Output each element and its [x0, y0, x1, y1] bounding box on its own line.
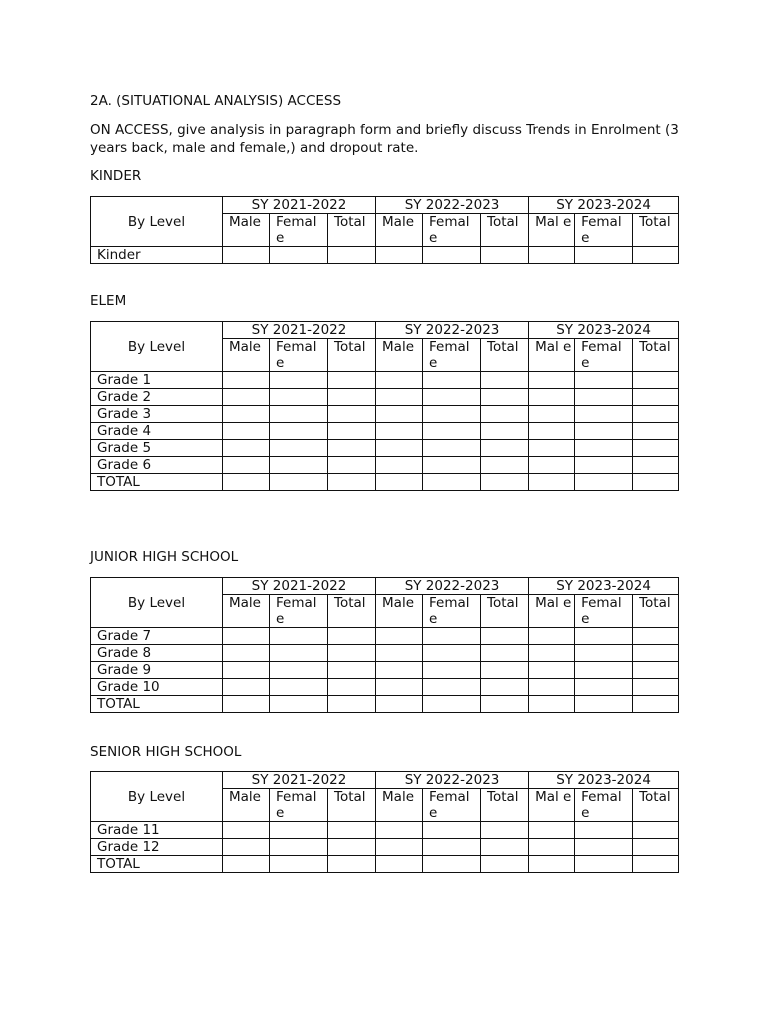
- data-cell: [328, 247, 376, 264]
- data-cell: [481, 474, 529, 491]
- data-cell: [223, 628, 270, 645]
- data-cell: [633, 856, 679, 873]
- data-cell: [529, 474, 575, 491]
- data-cell: [376, 440, 423, 457]
- data-cell: [223, 696, 270, 713]
- data-cell: [328, 628, 376, 645]
- data-cell: [575, 645, 633, 662]
- sub-column-header: Femal e: [423, 214, 481, 247]
- data-cell: [328, 662, 376, 679]
- school-year-header: SY 2021-2022: [223, 197, 376, 214]
- data-cell: [270, 474, 328, 491]
- school-year-header: SY 2022-2023: [376, 197, 529, 214]
- sub-column-header: Male: [223, 789, 270, 822]
- data-cell: [270, 457, 328, 474]
- data-cell: [633, 372, 679, 389]
- data-cell: [423, 389, 481, 406]
- data-cell: [328, 457, 376, 474]
- data-cell: [529, 406, 575, 423]
- data-cell: [376, 372, 423, 389]
- data-cell: [328, 679, 376, 696]
- row-label: Grade 10: [91, 679, 223, 696]
- data-cell: [328, 440, 376, 457]
- data-cell: [529, 440, 575, 457]
- by-level-header: By Level: [91, 578, 223, 628]
- data-cell: [575, 679, 633, 696]
- sub-column-header: Femal e: [270, 789, 328, 822]
- sub-column-header: Femal e: [423, 595, 481, 628]
- data-cell: [529, 839, 575, 856]
- data-cell: [575, 423, 633, 440]
- sub-column-header: Male: [376, 214, 423, 247]
- data-cell: [223, 839, 270, 856]
- data-cell: [423, 247, 481, 264]
- data-cell: [575, 856, 633, 873]
- table-row: [91, 247, 679, 264]
- school-year-header: SY 2021-2022: [223, 578, 376, 595]
- sub-column-header: Male: [223, 339, 270, 372]
- document-heading: 2A. (SITUATIONAL ANALYSIS) ACCESS: [90, 93, 342, 109]
- sub-column-header: Total: [633, 595, 679, 628]
- sub-column-header: Male: [376, 595, 423, 628]
- sub-column-header: Mal e: [529, 595, 575, 628]
- row-label: Grade 3: [91, 406, 223, 423]
- row-label: TOTAL: [91, 696, 223, 713]
- data-cell: [223, 679, 270, 696]
- data-cell: [575, 662, 633, 679]
- data-cell: [633, 474, 679, 491]
- data-cell: [529, 372, 575, 389]
- sub-column-header: Total: [481, 789, 529, 822]
- data-cell: [223, 247, 270, 264]
- table-row: [91, 406, 679, 423]
- data-cell: [575, 372, 633, 389]
- school-year-header: SY 2023-2024: [529, 772, 679, 789]
- data-cell: [633, 662, 679, 679]
- data-cell: [270, 247, 328, 264]
- row-label: Grade 8: [91, 645, 223, 662]
- data-cell: [328, 822, 376, 839]
- section-title: KINDER: [90, 168, 142, 184]
- sub-column-header: Mal e: [529, 789, 575, 822]
- instruction-paragraph: ON ACCESS, give analysis in paragraph form and briefly discuss Trends in Enrolment (3 years back, male and female,) and dropout rate.: [90, 122, 679, 156]
- data-cell: [529, 645, 575, 662]
- enrolment-table: [90, 577, 679, 713]
- data-cell: [481, 440, 529, 457]
- table-row: [91, 628, 679, 645]
- data-cell: [328, 474, 376, 491]
- data-cell: [376, 423, 423, 440]
- data-cell: [223, 440, 270, 457]
- enrolment-table: [90, 321, 679, 491]
- data-cell: [328, 696, 376, 713]
- data-cell: [376, 457, 423, 474]
- school-year-header: SY 2023-2024: [529, 322, 679, 339]
- table-row: [91, 474, 679, 491]
- sub-column-header: Total: [328, 339, 376, 372]
- data-cell: [423, 372, 481, 389]
- by-level-header: By Level: [91, 772, 223, 822]
- data-cell: [223, 423, 270, 440]
- data-cell: [423, 856, 481, 873]
- data-cell: [270, 662, 328, 679]
- data-cell: [223, 406, 270, 423]
- data-cell: [376, 645, 423, 662]
- data-cell: [423, 679, 481, 696]
- data-cell: [270, 679, 328, 696]
- data-cell: [328, 406, 376, 423]
- data-cell: [223, 457, 270, 474]
- data-cell: [481, 822, 529, 839]
- table-row: [91, 822, 679, 839]
- table-row: [91, 645, 679, 662]
- school-year-header: SY 2021-2022: [223, 772, 376, 789]
- school-year-header: SY 2022-2023: [376, 322, 529, 339]
- table-row: [91, 696, 679, 713]
- data-cell: [423, 662, 481, 679]
- data-cell: [270, 372, 328, 389]
- sub-column-header: Total: [328, 214, 376, 247]
- data-cell: [633, 822, 679, 839]
- data-cell: [328, 372, 376, 389]
- data-cell: [481, 423, 529, 440]
- data-cell: [376, 662, 423, 679]
- data-cell: [270, 839, 328, 856]
- table-row: [91, 839, 679, 856]
- data-cell: [633, 645, 679, 662]
- data-cell: [376, 822, 423, 839]
- data-cell: [423, 696, 481, 713]
- data-cell: [270, 628, 328, 645]
- table-row: [91, 389, 679, 406]
- sub-column-header: Total: [328, 595, 376, 628]
- data-cell: [529, 822, 575, 839]
- data-cell: [529, 457, 575, 474]
- data-cell: [223, 372, 270, 389]
- school-year-header: SY 2021-2022: [223, 322, 376, 339]
- data-cell: [481, 247, 529, 264]
- table-row: [91, 457, 679, 474]
- data-cell: [529, 696, 575, 713]
- data-cell: [270, 856, 328, 873]
- data-cell: [270, 406, 328, 423]
- table-row: [91, 423, 679, 440]
- sub-column-header: Femal e: [423, 789, 481, 822]
- sub-column-header: Femal e: [575, 595, 633, 628]
- data-cell: [423, 839, 481, 856]
- data-cell: [270, 423, 328, 440]
- sub-column-header: Mal e: [529, 339, 575, 372]
- table-row: [91, 856, 679, 873]
- school-year-header: SY 2023-2024: [529, 578, 679, 595]
- by-level-header: By Level: [91, 322, 223, 372]
- data-cell: [481, 372, 529, 389]
- sub-column-header: Total: [481, 339, 529, 372]
- data-cell: [633, 457, 679, 474]
- data-cell: [223, 474, 270, 491]
- section-title: ELEM: [90, 293, 127, 309]
- data-cell: [481, 839, 529, 856]
- data-cell: [575, 406, 633, 423]
- row-label: Grade 6: [91, 457, 223, 474]
- by-level-header: By Level: [91, 197, 223, 247]
- data-cell: [423, 474, 481, 491]
- data-cell: [270, 389, 328, 406]
- data-cell: [481, 645, 529, 662]
- data-cell: [423, 628, 481, 645]
- data-cell: [270, 696, 328, 713]
- data-cell: [423, 406, 481, 423]
- sub-column-header: Femal e: [575, 339, 633, 372]
- data-cell: [223, 645, 270, 662]
- sub-column-header: Total: [481, 595, 529, 628]
- data-cell: [270, 440, 328, 457]
- row-label: Grade 1: [91, 372, 223, 389]
- table-row: [91, 662, 679, 679]
- data-cell: [575, 628, 633, 645]
- data-cell: [633, 696, 679, 713]
- data-cell: [529, 389, 575, 406]
- data-cell: [633, 406, 679, 423]
- data-cell: [481, 856, 529, 873]
- row-label: Kinder: [91, 247, 223, 264]
- section-title: JUNIOR HIGH SCHOOL: [90, 549, 239, 565]
- school-year-header: SY 2022-2023: [376, 772, 529, 789]
- data-cell: [633, 247, 679, 264]
- section-title: SENIOR HIGH SCHOOL: [90, 744, 242, 760]
- table-row: [91, 372, 679, 389]
- data-cell: [529, 247, 575, 264]
- sub-column-header: Total: [633, 339, 679, 372]
- data-cell: [529, 662, 575, 679]
- school-year-header: SY 2023-2024: [529, 197, 679, 214]
- data-cell: [633, 628, 679, 645]
- sub-column-header: Male: [223, 214, 270, 247]
- table-row: [91, 440, 679, 457]
- data-cell: [481, 406, 529, 423]
- school-year-header: SY 2022-2023: [376, 578, 529, 595]
- data-cell: [575, 247, 633, 264]
- data-cell: [633, 423, 679, 440]
- data-cell: [481, 389, 529, 406]
- row-label: Grade 11: [91, 822, 223, 839]
- data-cell: [423, 645, 481, 662]
- data-cell: [376, 628, 423, 645]
- sub-column-header: Total: [481, 214, 529, 247]
- sub-column-header: Femal e: [270, 595, 328, 628]
- sub-column-header: Mal e: [529, 214, 575, 247]
- data-cell: [633, 839, 679, 856]
- sub-column-header: Femal e: [575, 789, 633, 822]
- data-cell: [223, 662, 270, 679]
- data-cell: [223, 389, 270, 406]
- row-label: Grade 7: [91, 628, 223, 645]
- row-label: Grade 9: [91, 662, 223, 679]
- data-cell: [376, 839, 423, 856]
- data-cell: [575, 839, 633, 856]
- row-label: Grade 5: [91, 440, 223, 457]
- data-cell: [376, 474, 423, 491]
- data-cell: [376, 679, 423, 696]
- data-cell: [223, 856, 270, 873]
- data-cell: [376, 406, 423, 423]
- data-cell: [328, 389, 376, 406]
- data-cell: [423, 440, 481, 457]
- data-cell: [270, 822, 328, 839]
- data-cell: [575, 440, 633, 457]
- sub-column-header: Femal e: [423, 339, 481, 372]
- data-cell: [575, 822, 633, 839]
- sub-column-header: Total: [633, 214, 679, 247]
- data-cell: [575, 474, 633, 491]
- data-cell: [481, 679, 529, 696]
- data-cell: [575, 389, 633, 406]
- row-label: TOTAL: [91, 856, 223, 873]
- data-cell: [633, 440, 679, 457]
- sub-column-header: Femal e: [575, 214, 633, 247]
- data-cell: [376, 389, 423, 406]
- data-cell: [423, 822, 481, 839]
- row-label: Grade 4: [91, 423, 223, 440]
- sub-column-header: Male: [223, 595, 270, 628]
- data-cell: [481, 662, 529, 679]
- data-cell: [529, 423, 575, 440]
- data-cell: [376, 696, 423, 713]
- sub-column-header: Femal e: [270, 339, 328, 372]
- data-cell: [223, 822, 270, 839]
- data-cell: [423, 457, 481, 474]
- table-row: [91, 679, 679, 696]
- sub-column-header: Total: [328, 789, 376, 822]
- data-cell: [529, 628, 575, 645]
- data-cell: [481, 457, 529, 474]
- data-cell: [633, 679, 679, 696]
- data-cell: [481, 628, 529, 645]
- data-cell: [328, 856, 376, 873]
- data-cell: [328, 423, 376, 440]
- data-cell: [328, 839, 376, 856]
- data-cell: [328, 645, 376, 662]
- data-cell: [270, 645, 328, 662]
- row-label: TOTAL: [91, 474, 223, 491]
- data-cell: [575, 457, 633, 474]
- data-cell: [376, 856, 423, 873]
- sub-column-header: Male: [376, 339, 423, 372]
- data-cell: [633, 389, 679, 406]
- data-cell: [529, 856, 575, 873]
- data-cell: [481, 696, 529, 713]
- sub-column-header: Total: [633, 789, 679, 822]
- enrolment-table: [90, 771, 679, 873]
- row-label: Grade 12: [91, 839, 223, 856]
- enrolment-table: [90, 196, 679, 264]
- data-cell: [376, 247, 423, 264]
- sub-column-header: Femal e: [270, 214, 328, 247]
- sub-column-header: Male: [376, 789, 423, 822]
- data-cell: [529, 679, 575, 696]
- data-cell: [423, 423, 481, 440]
- row-label: Grade 2: [91, 389, 223, 406]
- data-cell: [575, 696, 633, 713]
